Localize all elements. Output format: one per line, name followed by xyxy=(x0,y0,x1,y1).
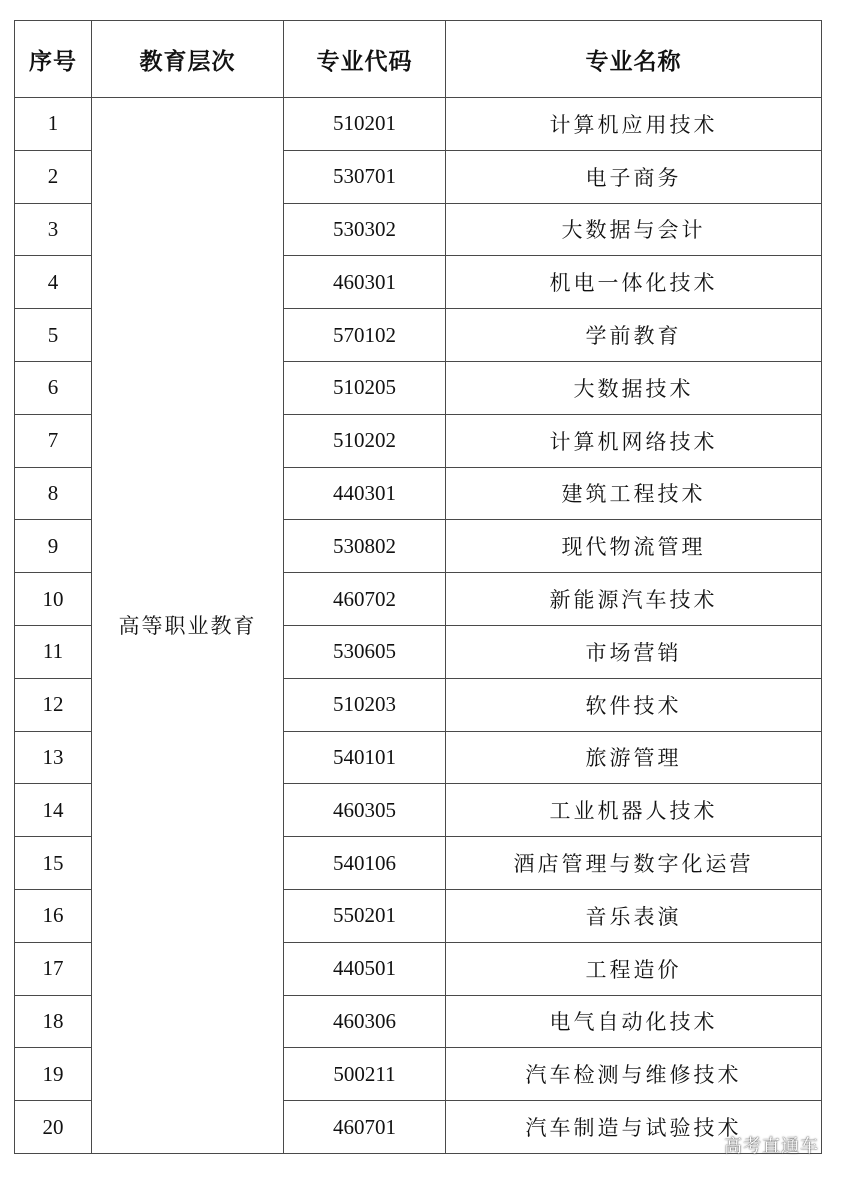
major-name-cell: 大数据技术 xyxy=(446,361,822,414)
major-name-cell: 新能源汽车技术 xyxy=(446,573,822,626)
serial-number-cell: 13 xyxy=(15,731,92,784)
table-body xyxy=(15,98,822,1154)
major-code-cell: 500211 xyxy=(284,1048,446,1101)
major-code-cell: 460701 xyxy=(284,1101,446,1154)
serial-number-cell: 12 xyxy=(15,678,92,731)
header-row xyxy=(15,21,822,98)
major-code-cell: 460301 xyxy=(284,256,446,309)
major-code-cell: 550201 xyxy=(284,889,446,942)
serial-number-cell: 14 xyxy=(15,784,92,837)
major-code-cell: 530605 xyxy=(284,625,446,678)
major-name-cell: 酒店管理与数字化运营 xyxy=(446,837,822,890)
major-code-cell: 460702 xyxy=(284,573,446,626)
major-name-cell: 工业机器人技术 xyxy=(446,784,822,837)
major-name-cell: 音乐表演 xyxy=(446,889,822,942)
major-name-cell: 市场营销 xyxy=(446,625,822,678)
header-serial-number: 序号 xyxy=(15,21,92,98)
serial-number-cell: 1 xyxy=(15,98,92,151)
serial-number-cell: 6 xyxy=(15,361,92,414)
watermark-logo: 高考直通车 xyxy=(724,1136,819,1157)
serial-number-cell: 16 xyxy=(15,889,92,942)
serial-number-cell: 2 xyxy=(15,150,92,203)
major-name-cell: 汽车制造与试验技术 xyxy=(446,1101,822,1154)
major-code-cell: 510205 xyxy=(284,361,446,414)
serial-number-cell: 20 xyxy=(15,1101,92,1154)
major-name-cell: 机电一体化技术 xyxy=(446,256,822,309)
serial-number-cell: 3 xyxy=(15,203,92,256)
header-major-code: 专业代码 xyxy=(284,21,446,98)
major-name-cell: 汽车检测与维修技术 xyxy=(446,1048,822,1101)
serial-number-cell: 10 xyxy=(15,573,92,626)
serial-number-cell: 5 xyxy=(15,309,92,362)
major-name-cell: 计算机应用技术 xyxy=(446,98,822,151)
major-code-cell: 510201 xyxy=(284,98,446,151)
major-name-cell: 学前教育 xyxy=(446,309,822,362)
major-name-cell: 软件技术 xyxy=(446,678,822,731)
major-code-cell: 530802 xyxy=(284,520,446,573)
serial-number-cell: 9 xyxy=(15,520,92,573)
major-code-cell: 540101 xyxy=(284,731,446,784)
serial-number-cell: 17 xyxy=(15,942,92,995)
major-code-cell: 570102 xyxy=(284,309,446,362)
major-name-cell: 旅游管理 xyxy=(446,731,822,784)
major-code-cell: 530302 xyxy=(284,203,446,256)
majors-table xyxy=(14,20,822,1154)
serial-number-cell: 4 xyxy=(15,256,92,309)
major-name-cell: 大数据与会计 xyxy=(446,203,822,256)
education-level-cell: 高等职业教育 xyxy=(92,98,284,1154)
header-major-name: 专业名称 xyxy=(446,21,822,98)
major-code-cell: 440301 xyxy=(284,467,446,520)
major-code-cell: 530701 xyxy=(284,150,446,203)
major-code-cell: 440501 xyxy=(284,942,446,995)
table-row xyxy=(15,98,822,151)
serial-number-cell: 18 xyxy=(15,995,92,1048)
major-code-cell: 510203 xyxy=(284,678,446,731)
serial-number-cell: 11 xyxy=(15,625,92,678)
table-header xyxy=(15,21,822,98)
major-name-cell: 现代物流管理 xyxy=(446,520,822,573)
major-code-cell: 540106 xyxy=(284,837,446,890)
major-name-cell: 建筑工程技术 xyxy=(446,467,822,520)
major-code-cell: 510202 xyxy=(284,414,446,467)
serial-number-cell: 8 xyxy=(15,467,92,520)
header-education-level: 教育层次 xyxy=(92,21,284,98)
major-name-cell: 计算机网络技术 xyxy=(446,414,822,467)
major-code-cell: 460305 xyxy=(284,784,446,837)
major-code-cell: 460306 xyxy=(284,995,446,1048)
serial-number-cell: 7 xyxy=(15,414,92,467)
major-name-cell: 电子商务 xyxy=(446,150,822,203)
major-name-cell: 工程造价 xyxy=(446,942,822,995)
serial-number-cell: 19 xyxy=(15,1048,92,1101)
major-name-cell: 电气自动化技术 xyxy=(446,995,822,1048)
serial-number-cell: 15 xyxy=(15,837,92,890)
